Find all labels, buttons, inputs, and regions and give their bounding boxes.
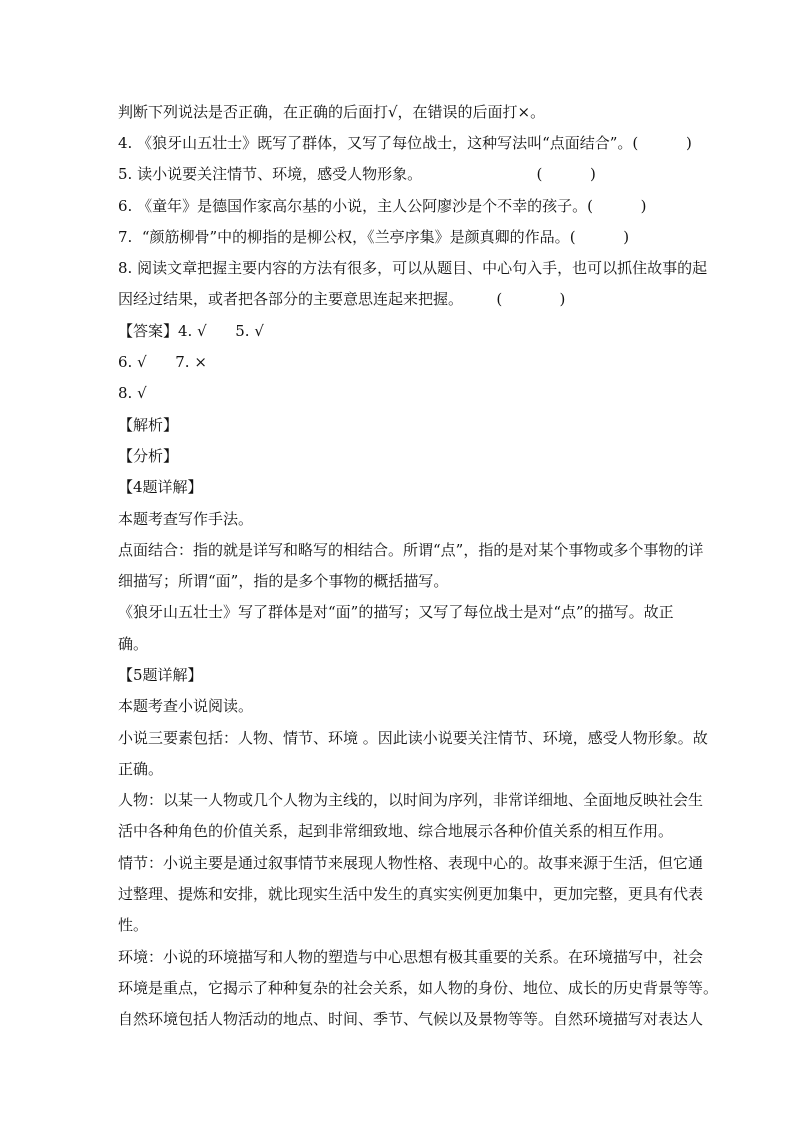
q4-detail-text: 确。 <box>118 635 149 653</box>
question-4: 4. 《狼牙山五壮士》既写了群体，又写了每位战士，这种写法叫“点面结合”。( ) <box>118 134 692 152</box>
q5-detail-text: 本题考查小说阅读。 <box>118 697 254 715</box>
question-8-line-1: 8. 阅读文章把握主要内容的方法有很多，可以从题目、中心句入手，也可以抓住故事的起 <box>118 259 708 277</box>
q4-detail-text: 点面结合：指的就是详写和略写的相结合。所谓“点”，指的是对某个事物或多个事物的详 <box>118 541 704 559</box>
intro-instruction: 判断下列说法是否正确，在正确的后面打√，在错误的后面打×。 <box>118 103 546 121</box>
q5-detail-text: 活中各种角色的价值关系，起到非常细致地、综合地展示各种价值关系的相互作用。 <box>118 822 674 840</box>
q5-detail-heading: 【5题详解】 <box>118 666 203 684</box>
q5-detail-text: 小说三要素包括：人物、情节、环境 。因此读小说要关注情节、环境，感受人物形象。故 <box>118 729 708 747</box>
q5-detail-text: 人物：以某一人物或几个人物为主线的，以时间为序列，非常详细地、全面地反映社会生 <box>118 791 704 809</box>
q5-detail-text: 自然环境包括人物活动的地点、时间、季节、气候以及景物等等。自然环境描写对表达人 <box>118 1010 704 1028</box>
analysis-heading: 【解析】 <box>118 416 179 434</box>
breakdown-heading: 【分析】 <box>118 447 179 465</box>
question-6: 6. 《童年》是德国作家高尔基的小说，主人公阿廖沙是个不幸的孩子。( ) <box>118 197 647 215</box>
answer-line-1: 【答案】4. √ 5. √ <box>118 322 264 340</box>
q4-detail-text: 本题考查写作手法。 <box>118 510 254 528</box>
answer-line-2: 6. √ 7. × <box>118 353 207 371</box>
q5-detail-text: 过整理、提炼和安排，就比现实生活中发生的真实实例更加集中，更加完整，更具有代表 <box>118 885 704 903</box>
q5-detail-text: 正确。 <box>118 760 164 778</box>
q5-detail-text: 环境：小说的环境描写和人物的塑造与中心思想有极其重要的关系。在环境描写中，社会 <box>118 948 704 966</box>
question-7: 7. “颜筋柳骨”中的柳指的是柳公权，《兰亭序集》是颜真卿的作品。( ) <box>118 228 630 246</box>
question-8-line-2: 因经过结果，或者把各部分的主要意思连起来把握。 ( ) <box>118 290 566 308</box>
answer-line-3: 8. √ <box>118 384 147 402</box>
q4-detail-text: 细描写；所谓“面”，指的是多个事物的概括描写。 <box>118 572 449 590</box>
question-5: 5. 读小说要关注情节、环境，感受人物形象。 ( ) <box>118 165 596 183</box>
q4-detail-heading: 【4题详解】 <box>118 478 203 496</box>
q5-detail-text: 性。 <box>118 916 149 934</box>
q5-detail-text: 情节：小说主要是通过叙事情节来展现人物性格、表现中心的。故事来源于生活，但它通 <box>118 854 704 872</box>
q5-detail-text: 环境是重点，它揭示了种种复杂的社会关系，如人物的身份、地位、成长的历史背景等等。 <box>118 979 719 997</box>
q4-detail-text: 《狼牙山五壮士》写了群体是对“面”的描写；又写了每位战士是对“点”的描写。故正 <box>118 603 674 621</box>
